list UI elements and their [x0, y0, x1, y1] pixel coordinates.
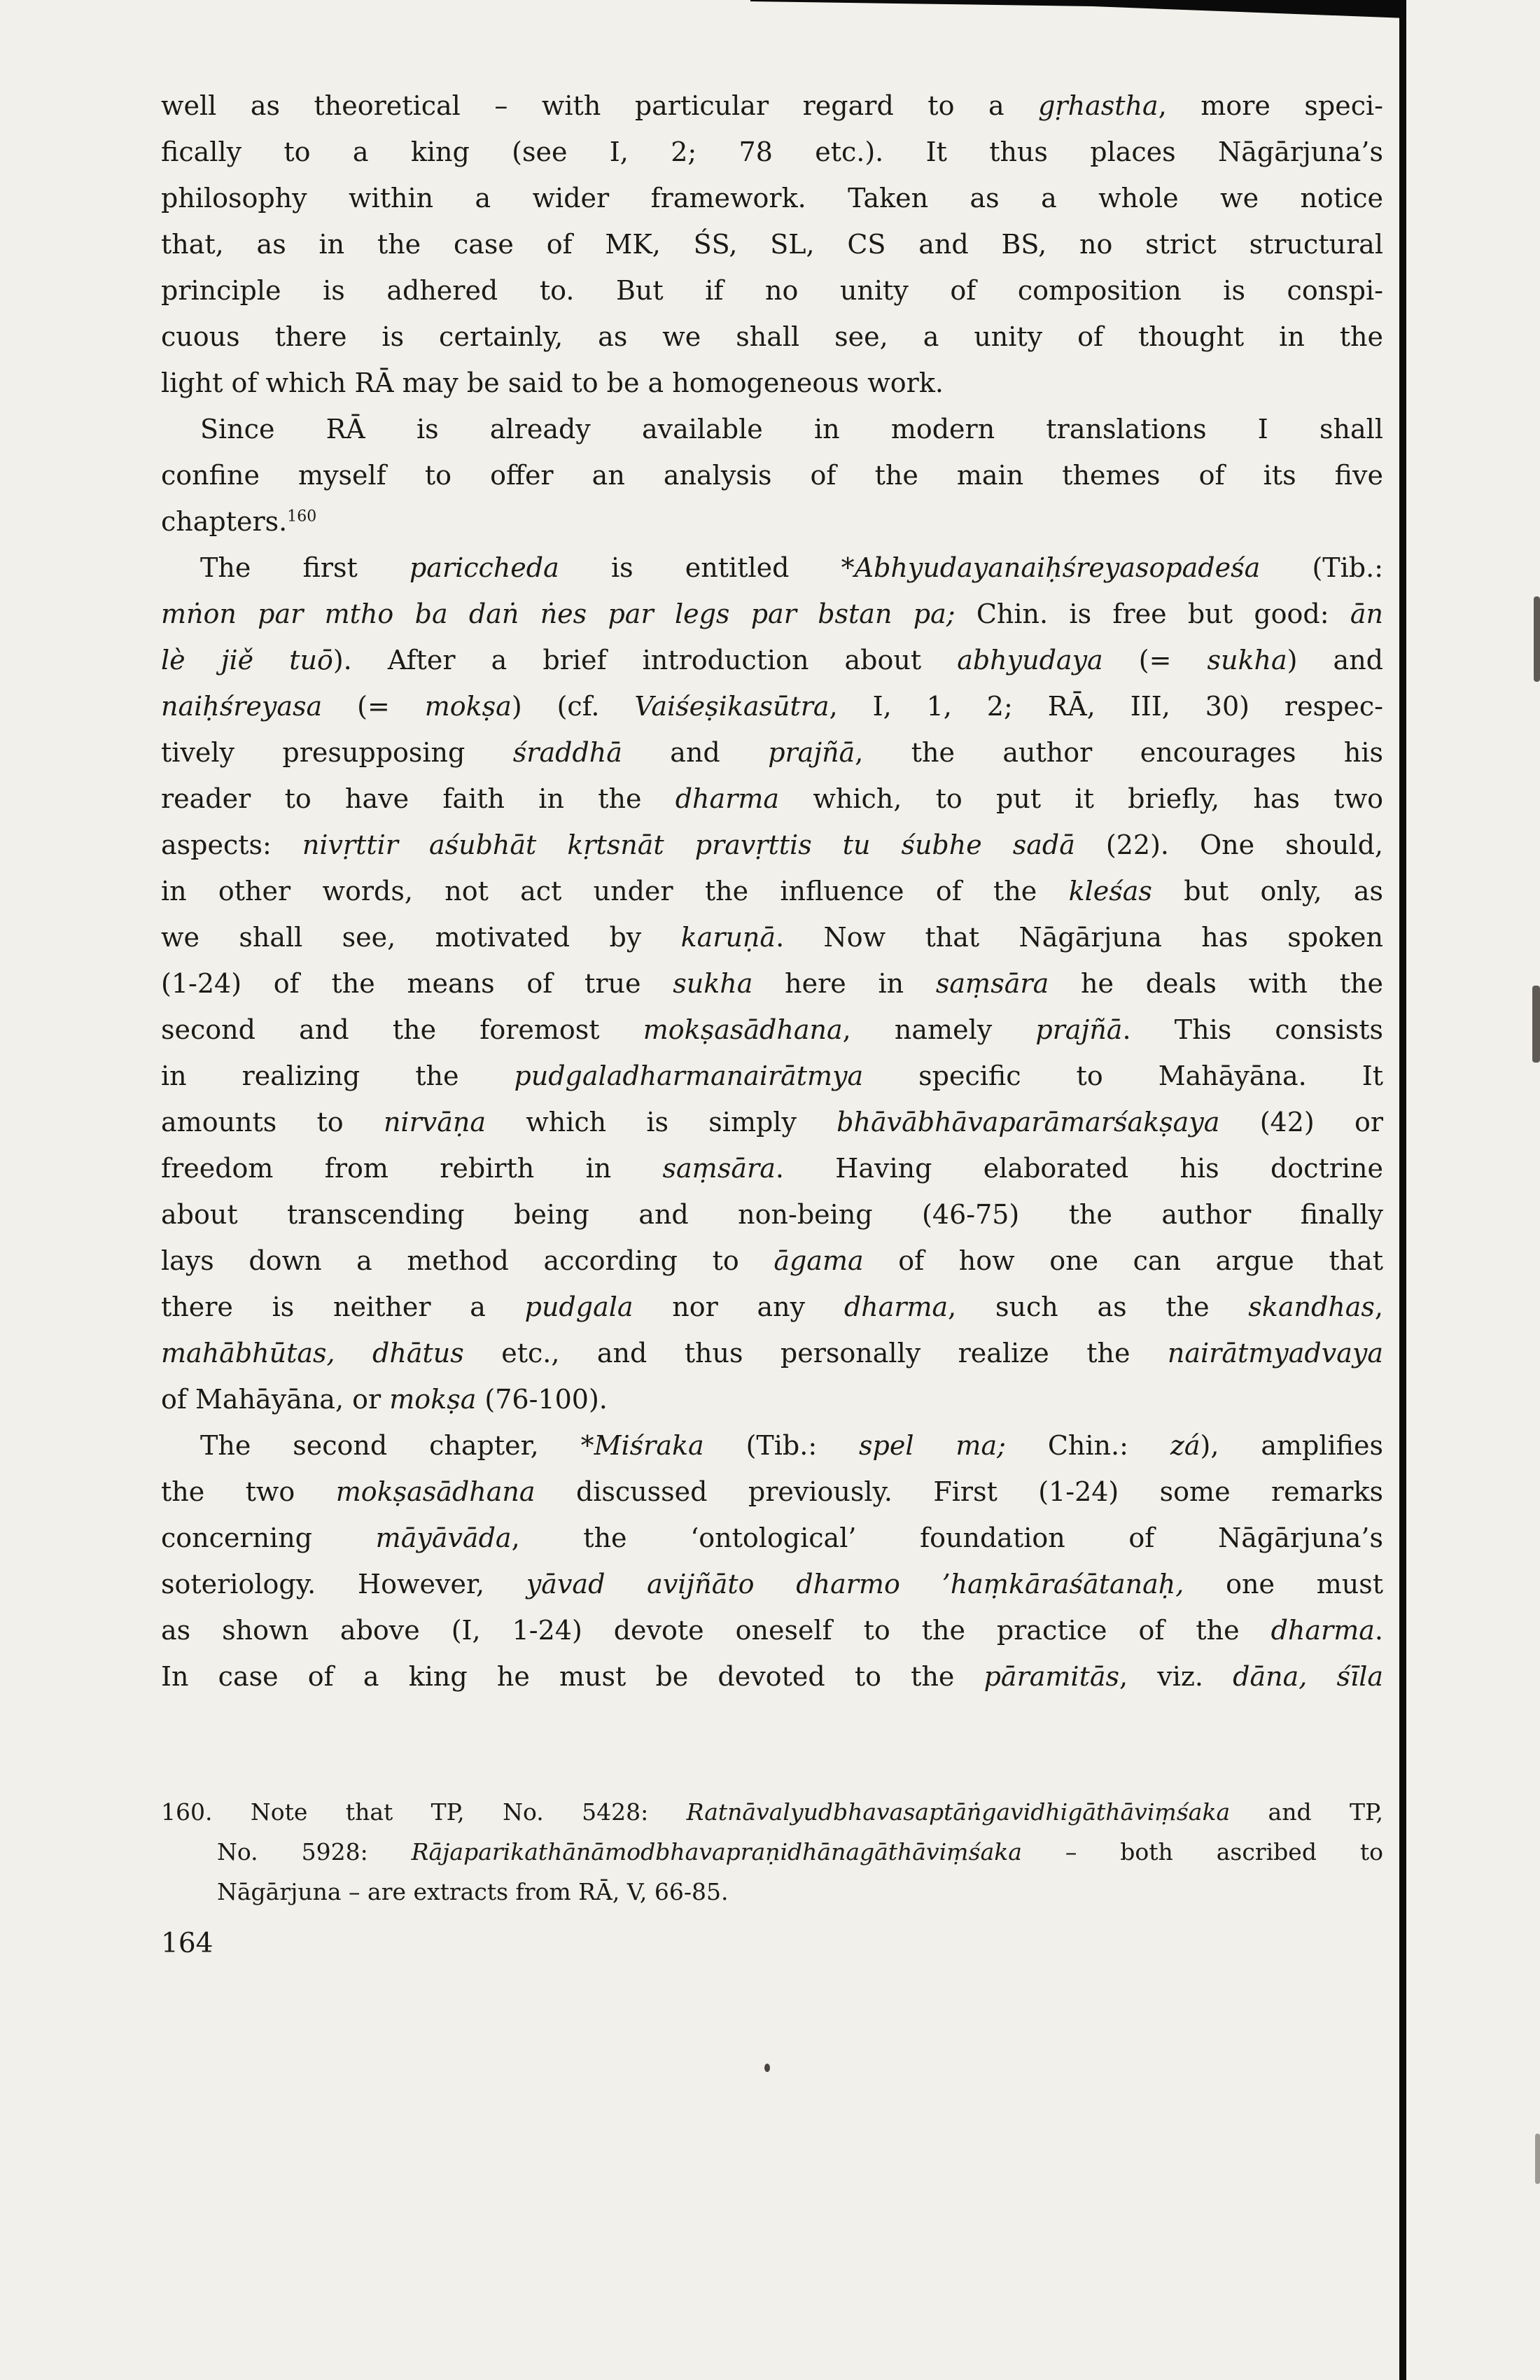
footnote-line [161, 1792, 1383, 1832]
text-segment: . Having elaborated his doctrine [775, 1153, 1383, 1184]
text-segment: , viz. [1119, 1661, 1233, 1692]
text-line [161, 1053, 1383, 1099]
text-line [161, 1607, 1383, 1653]
italic-term: nairātmyadvaya [1167, 1338, 1383, 1368]
text-segment: confine myself to offer an analysis of the main themes of its five [161, 460, 1383, 491]
text-segment: about transcending being and non-being (46-75) the author finally [161, 1199, 1383, 1230]
text-segment: lays down a method according to [161, 1245, 774, 1276]
text-line [161, 221, 1383, 267]
text-line [161, 1376, 1383, 1422]
text-line [161, 1330, 1383, 1376]
text-segment: soteriology. However, [161, 1569, 526, 1600]
text-segment: Chin.: [1005, 1430, 1170, 1461]
paragraph [161, 1422, 1383, 1700]
italic-term: dharma [675, 783, 780, 814]
text-segment: 160. Note that TP, No. 5428: [161, 1798, 687, 1826]
text-segment: – both ascribed to [1021, 1838, 1383, 1865]
text-segment: which is simply [485, 1107, 837, 1138]
text-line [161, 406, 1383, 452]
text-line [161, 1653, 1383, 1700]
italic-term: āgama [774, 1245, 864, 1276]
paragraph [161, 83, 1383, 406]
text-line [161, 1469, 1383, 1515]
text-line [161, 914, 1383, 960]
text-line [161, 591, 1383, 637]
italic-term: ān [1350, 598, 1383, 629]
text-segment: nor any [633, 1292, 844, 1322]
italic-term: *Abhyudayanaiḥśreyasopadeśa [841, 552, 1261, 583]
text-segment: and TP, [1230, 1798, 1383, 1826]
text-segment: and [622, 737, 769, 768]
italic-term: spel ma; [859, 1430, 1006, 1461]
text-line [161, 1561, 1383, 1607]
text-segment: (= [1102, 645, 1208, 676]
text-segment: (= [322, 691, 425, 722]
text-line [161, 637, 1383, 683]
text-line [161, 83, 1383, 129]
text-segment: discussed previously. First (1-24) some remarks [535, 1476, 1383, 1507]
italic-term: dharma [844, 1292, 948, 1322]
italic-term: mokṣasādhana [643, 1014, 843, 1045]
text-line [161, 1099, 1383, 1145]
text-segment: , more speci- [1158, 90, 1383, 121]
text-segment: aspects: [161, 830, 302, 860]
text-segment: The first [200, 552, 410, 583]
text-segment: cuous there is certainly, as we shall see, a unity of thought in the [161, 321, 1383, 352]
paragraph [161, 406, 1383, 545]
text-line [161, 498, 1383, 545]
italic-term: sukha [1207, 645, 1287, 676]
italic-term: pariccheda [409, 552, 559, 583]
italic-term: prajñā [768, 737, 855, 768]
text-segment: here in [752, 968, 936, 999]
footnote-line [161, 1832, 1383, 1872]
text-segment: Nāgārjuna – are extracts from RĀ, V, 66-85. [217, 1878, 729, 1905]
text-line [161, 1422, 1383, 1469]
text-line [161, 129, 1383, 175]
italic-term: pudgala [524, 1292, 634, 1322]
italic-term: Vaiśeṣikasūtra [634, 691, 830, 722]
text-segment: chapters. [161, 506, 288, 537]
italic-term: sukha [673, 968, 753, 999]
text-line [161, 452, 1383, 498]
italic-term: mṅon par mtho ba daṅ ṅes par legs par bstan pa; [161, 598, 955, 629]
text-segment: one must [1184, 1569, 1383, 1600]
text-segment: that, as in the case of MK, ŚS, SL, CS and BS, no strict structural [161, 229, 1383, 260]
text-segment: well as theoretical – with particular regard to a [161, 90, 1039, 121]
text-segment: In case of a king he must be devoted to the [161, 1661, 984, 1692]
scan-artifact-speck [764, 2064, 770, 2072]
text-segment: in other words, not act under the influence of the [161, 876, 1069, 906]
italic-term: mokṣa [424, 691, 512, 722]
text-segment: . [1374, 1615, 1383, 1646]
text-segment: (22). One should, [1074, 830, 1383, 860]
text-segment: we shall see, motivated by [161, 922, 681, 953]
text-segment: (76-100). [476, 1384, 608, 1415]
text-segment: second and the foremost [161, 1014, 643, 1045]
text-segment: ). After a brief introduction about [332, 645, 958, 676]
scan-artifact-edge-mark [1532, 986, 1540, 1063]
footnote-ref: 160 [287, 507, 317, 526]
italic-term: Ratnāvalyudbhavasaptāṅgavidhigāthāviṃśaka [686, 1798, 1231, 1826]
text-line [161, 776, 1383, 822]
text-segment: , [1374, 1292, 1383, 1322]
text-segment: is entitled [559, 552, 841, 583]
text-segment: light of which RĀ may be said to be a homogeneous work. [161, 368, 944, 398]
italic-term: karuṇā [680, 922, 776, 953]
text-segment: the two [161, 1476, 336, 1507]
italic-term: kleśas [1068, 876, 1152, 906]
text-segment: freedom from rebirth in [161, 1153, 663, 1184]
text-segment: ) (cf. [511, 691, 635, 722]
text-line [161, 1515, 1383, 1561]
text-segment: principle is adhered to. But if no unity of composition is conspi- [161, 275, 1383, 306]
text-line [161, 545, 1383, 591]
italic-term: saṃsāra [935, 968, 1049, 999]
text-line [161, 960, 1383, 1007]
italic-term: pāramitās [983, 1661, 1120, 1692]
italic-term: nivṛttir aśubhāt kṛtsnāt pravṛttis tu śubhe sadā [302, 830, 1075, 860]
italic-term: pudgaladharmanairātmya [514, 1060, 864, 1091]
text-segment: concerning [161, 1522, 376, 1553]
italic-term: mokṣasādhana [335, 1476, 536, 1507]
text-line [161, 1145, 1383, 1191]
text-segment: (1-24) of the means of true [161, 968, 673, 999]
text-segment: fically to a king (see I, 2; 78 etc.). It thus places Nāgārjuna’s [161, 136, 1383, 167]
text-segment: , such as the [948, 1292, 1249, 1322]
text-line [161, 868, 1383, 914]
text-segment: The second chapter, [200, 1430, 581, 1461]
italic-term: dāna, śīla [1233, 1661, 1383, 1692]
scan-artifact-edge-mark [1534, 596, 1540, 682]
footnote [161, 1792, 1383, 1912]
italic-term: skandhas [1248, 1292, 1375, 1322]
text-segment: . Now that Nāgārjuna has spoken [776, 922, 1383, 953]
text-segment: amounts to [161, 1107, 384, 1138]
text-segment: philosophy within a wider framework. Taken as a whole we notice [161, 183, 1383, 214]
text-segment: (Tib.: [704, 1430, 860, 1461]
text-segment: ) and [1287, 645, 1383, 676]
text-segment: . This consists [1122, 1014, 1383, 1045]
text-segment: Chin. is free but good: [955, 598, 1350, 629]
text-segment: , the ‘ontological’ foundation of Nāgārjuna’s [511, 1522, 1383, 1553]
italic-term: māyāvāda [375, 1522, 512, 1553]
text-segment: in realizing the [161, 1060, 514, 1091]
italic-term: dharma [1270, 1615, 1375, 1646]
text-segment: , I, 1, 2; RĀ, III, 30) respec- [829, 691, 1383, 722]
text-line [161, 822, 1383, 868]
text-segment: , namely [842, 1014, 1036, 1045]
italic-term: nirvāṇa [383, 1107, 486, 1138]
text-segment: No. 5928: [217, 1838, 412, 1865]
text-segment: which, to put it briefly, has two [779, 783, 1383, 814]
italic-term: *Miśraka [580, 1430, 704, 1461]
italic-term: lè jiě tuō [161, 645, 333, 676]
text-segment: ), amplifies [1200, 1430, 1383, 1461]
italic-term: bhāvābhāvaparāmarśakṣaya [836, 1107, 1220, 1138]
italic-term: mahābhūtas, dhātus [161, 1338, 464, 1368]
italic-term: yāvad avijñāto dharmo ’haṃkāraśātanaḥ, [526, 1569, 1184, 1600]
paragraph [161, 545, 1383, 1422]
text-line [161, 683, 1383, 729]
italic-term: naiḥśreyasa [161, 691, 323, 722]
italic-term: Rājaparikathānāmodbhavapraṇidhānagāthāviṃśaka [411, 1838, 1022, 1865]
text-line [161, 1007, 1383, 1053]
italic-term: prajñā [1035, 1014, 1123, 1045]
text-segment: there is neither a [161, 1292, 525, 1322]
text-segment: (Tib.: [1260, 552, 1383, 583]
text-segment: of how one can argue that [863, 1245, 1383, 1276]
body-text [161, 83, 1383, 1700]
scan-artifact-top-edge [0, 0, 1540, 24]
text-segment: etc., and thus personally realize the [463, 1338, 1168, 1368]
text-segment: tively presupposing [161, 737, 513, 768]
text-segment: (42) or [1219, 1107, 1383, 1138]
text-segment: of Mahāyāna, or [161, 1384, 390, 1415]
page-number: 164 [161, 1928, 214, 1959]
text-segment: he deals with the [1049, 968, 1383, 999]
text-segment: reader to have faith in the [161, 783, 676, 814]
text-line [161, 267, 1383, 314]
text-segment: Since RĀ is already available in modern translations I shall [200, 414, 1383, 444]
text-line [161, 1191, 1383, 1238]
text-line [161, 1238, 1383, 1284]
italic-term: zá [1170, 1430, 1200, 1461]
italic-term: abhyudaya [957, 645, 1103, 676]
text-segment: but only, as [1152, 876, 1383, 906]
italic-term: gṛhastha [1038, 90, 1158, 121]
scan-artifact-edge-mark [1535, 2134, 1540, 2184]
text-line [161, 175, 1383, 221]
italic-term: saṃsāra [662, 1153, 776, 1184]
text-line [161, 729, 1383, 776]
text-segment: specific to Mahāyāna. It [863, 1060, 1383, 1091]
text-line [161, 1284, 1383, 1330]
text-segment: , the author encourages his [855, 737, 1383, 768]
text-segment: as shown above (I, 1-24) devote oneself to the practice of the [161, 1615, 1271, 1646]
text-line [161, 314, 1383, 360]
italic-term: śraddhā [512, 737, 622, 768]
text-line [161, 360, 1383, 406]
italic-term: mokṣa [389, 1384, 477, 1415]
footnote-line [161, 1872, 1383, 1912]
scan-artifact-binding-line [1399, 0, 1406, 2380]
